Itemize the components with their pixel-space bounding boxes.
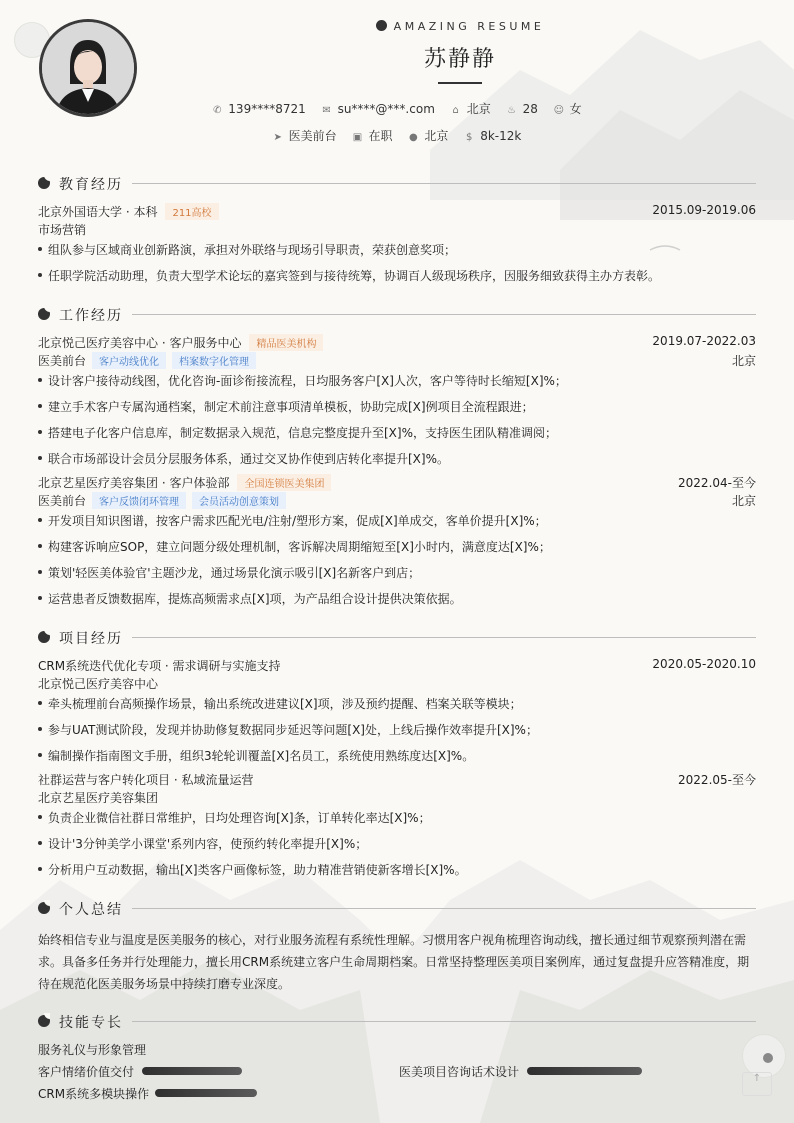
work-dates: 2019.07-2022.03 [652,334,756,348]
bullet-text: 建立手术客户专属沟通档案，制定术前注意事项清单模板，协助完成[X]例项目全流程跟进； [48,400,534,414]
section-summary [38,899,756,919]
skill-tag: 客户动线优化 [92,352,166,369]
project-header [38,771,756,787]
section-divider [132,908,756,909]
section-title: 技能专长 [59,1015,123,1031]
section-divider [132,183,756,184]
project-dates: 2020.05-2020.10 [652,657,756,671]
arrow-up-icon: ↑ [752,1073,762,1084]
status-value: 在职 [368,129,393,143]
bullet-text: 设计客户接待动线图，优化咨询-面诊衔接流程，日均服务客户[X]人次，客户等待时长缩短[X]%； [48,374,567,388]
section-projects [38,628,756,648]
section-title: 个人总结 [59,902,123,918]
bullet-text: 参与UAT测试阶段，发现并协助修复数据同步延迟等问题[X]处，上线后操作效率提升[X]%； [48,723,538,737]
skill-heading: 服务礼仪与形象管理 [38,1043,147,1057]
send-icon: ➤ [273,132,282,143]
phone-value: 139****8721 [228,102,306,116]
work-role [38,492,756,508]
pin-icon: ● [408,132,418,143]
skill-bar-fill [155,1089,257,1097]
summary-text: 始终相信专业与温度是医美服务的核心，对行业服务流程有系统性理解。习惯用客户视角梳理咨询动线，擅长通过细节观察预判潜在需求。具备多任务并行处理能力，擅长用CRM系统建立客户生命周期档案。日常坚持整理医美项目案例库，通过复盘提升应答精准度，期待在规范化医美服务场景中持续打磨专业深度。 [38,933,750,991]
project-header [38,657,756,673]
skill-label: 客户情绪价值交付 [38,1065,135,1079]
scroll-top-button[interactable] [742,1072,772,1096]
section-title: 教育经历 [59,177,123,193]
section-icon [38,177,50,189]
company-name: 北京艺星医疗美容集团 · 客户体验部 [38,476,230,490]
skill-bar [142,1067,270,1075]
section-title: 工作经历 [59,308,123,324]
role-text: 医美前台 [38,354,87,368]
school-tag: 211高校 [165,203,218,220]
skill-bar [527,1067,655,1075]
section-icon [38,308,50,320]
section-work [38,305,756,325]
section-title: 项目经历 [59,631,123,647]
name-divider [438,82,482,84]
bullet-text: 编制操作指南图文手册，组织3轮轮训覆盖[X]名员工，系统使用熟练度达[X]%。 [48,749,475,763]
project-title: 社群运营与客户转化项目 · 私域流量运营 [38,773,254,787]
skill-tag: 档案数字化管理 [172,352,256,369]
section-skills [38,1012,756,1032]
org-text: 北京艺星医疗美容集团 [38,791,159,805]
city-value: 北京 [424,129,449,143]
education-major [38,221,756,237]
bullet-text: 联合市场部设计会员分层服务体系，通过交叉协作使到店转化率提升[X]%。 [48,452,449,466]
bullet-text: 开发项目知识图谱，按客户需求匹配光电/注射/塑形方案，促成[X]单成交，客单价提升[X]%； [48,514,547,528]
bullet-text: 组队参与区域商业创新路演，承担对外联络与现场引导职责，荣获创意奖项； [48,243,457,257]
position-value: 医美前台 [288,129,337,143]
cake-icon: ♨ [507,105,517,116]
work-header [38,334,756,350]
bullet-text: 设计'3分钟美学小课堂'系列内容，使预约转化率提升[X]%； [48,837,368,851]
email-icon: ✉ [322,105,331,116]
age-value: 28 [522,102,538,116]
section-divider [132,314,756,315]
section-icon [38,631,50,643]
section-education [38,174,756,194]
company-name: 北京悦己医疗美容中心 · 客户服务中心 [38,336,242,350]
contact-row [0,100,794,117]
role-text: 医美前台 [38,494,87,508]
skill-bar-fill [142,1067,242,1075]
work-city: 北京 [731,354,756,368]
skill-label: CRM系统多模块操作 [38,1087,150,1101]
section-divider [132,1021,756,1022]
bullet-text: 构建客诉响应SOP，建立问题分级处理机制，客诉解决周期缩短至[X]小时内，满意度达[X]%； [48,540,551,554]
location-value: 北京 [466,102,491,116]
phone-icon: ✆ [213,105,222,116]
briefcase-icon: ▣ [352,132,363,143]
gender-value: 女 [569,102,582,116]
section-divider [132,637,756,638]
work-dates: 2022.04-至今 [678,476,756,490]
salary-value: 8k-12k [480,129,522,143]
company-tag: 全国连锁医美集团 [237,474,331,491]
project-org [38,675,756,691]
org-text: 北京悦己医疗美容中心 [38,677,159,691]
work-role [38,352,756,368]
project-title: CRM系统迭代优化专项 · 需求调研与实施支持 [38,659,281,673]
email-value: su****@***.com [337,102,435,116]
home-icon: ⌂ [452,105,459,116]
skill-bar-fill [527,1067,642,1075]
skill-bar [155,1089,283,1097]
education-header [38,203,756,219]
work-city: 北京 [731,494,756,508]
brand-title [200,20,720,33]
skill-tag: 客户反馈闭环管理 [92,492,186,509]
face-icon: ☺ [553,105,565,116]
school-name: 北京外国语大学 · 本科 [38,205,158,219]
bullet-text: 牵头梳理前台高频操作场景，输出系统改进建议[X]项，涉及预约提醒、档案关联等模块； [48,697,522,711]
bullet-text: 任职学院活动助理，负责大型学术论坛的嘉宾签到与接待统筹，协调百人级现场秩序，因服务细致获得主办方表彰。 [48,269,661,283]
brand-icon [376,20,387,31]
leaf-icon [763,1053,773,1063]
major-text: 市场营销 [38,223,87,237]
bullet-text: 搭建电子化客户信息库，制定数据录入规范，信息完整度提升至[X]%，支持医生团队精准调阅； [48,426,557,440]
skill-label: 医美项目咨询话术设计 [399,1065,520,1079]
work-header [38,474,756,490]
bullet-text: 运营患者反馈数据库，提炼高频需求点[X]项，为产品组合设计提供决策依据。 [48,592,462,606]
coin-icon: $ [466,132,473,143]
education-dates: 2015.09-2019.06 [652,203,756,217]
resume-name: 苏静静 [423,47,496,72]
brand-text: AMAZING RESUME [393,20,545,33]
bullet-text: 负责企业微信社群日常维护，日均处理咨询[X]条，订单转化率达[X]%； [48,811,431,825]
project-org [38,789,756,805]
bullet-text: 策划'轻医美体验官'主题沙龙，通过场景化演示吸引[X]名新客户到店； [48,566,421,580]
section-icon [38,1015,50,1027]
bullet-text: 分析用户互动数据，输出[X]类客户画像标签，助力精准营销使新客增长[X]%。 [48,863,467,877]
project-dates: 2022.05-至今 [678,773,756,787]
job-intent-row [0,127,794,144]
company-tag: 精品医美机构 [249,334,323,351]
skill-tag: 会员活动创意策划 [192,492,286,509]
section-icon [38,902,50,914]
